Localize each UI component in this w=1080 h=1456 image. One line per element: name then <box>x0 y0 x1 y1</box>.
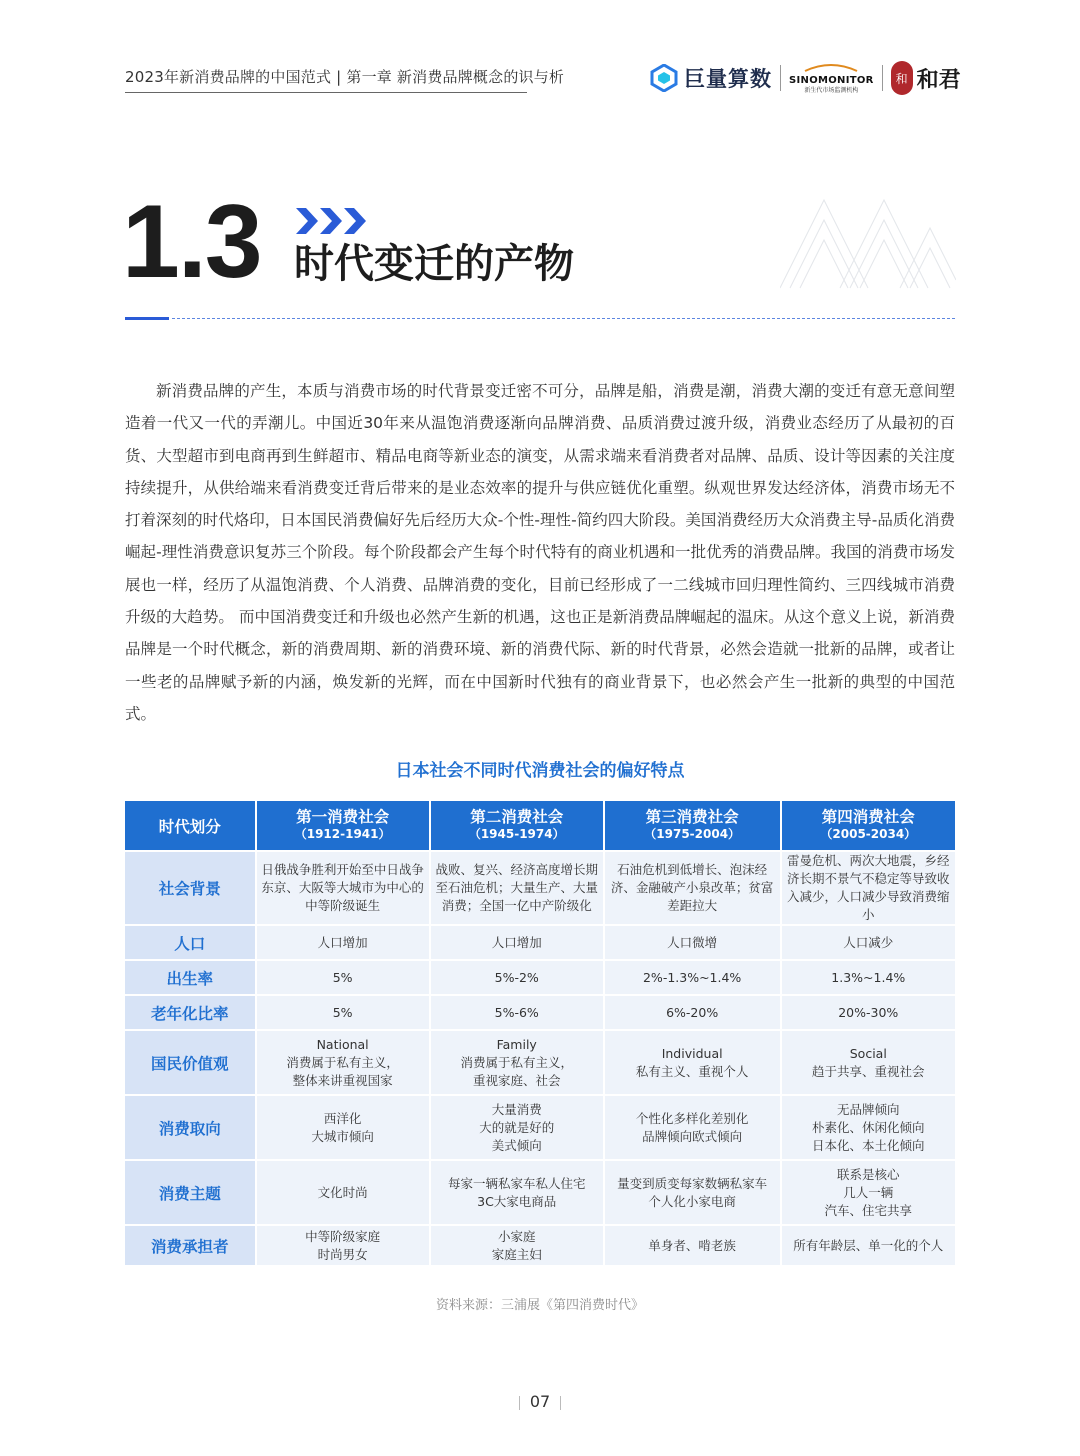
row-label: 社会背景 <box>125 852 255 924</box>
juliang-logo-text: 巨量算数 <box>684 67 772 91</box>
row-label: 消费取向 <box>125 1096 255 1159</box>
cell-line: Individual <box>661 1045 723 1061</box>
table-cell <box>782 1226 955 1265</box>
cell-line: 无品牌倾向 <box>837 1101 900 1117</box>
cell-line: 日本化、本土化倾向 <box>812 1137 925 1153</box>
cell-line: 文化时尚 <box>317 1184 368 1200</box>
cell-line: 美式倾向 <box>491 1137 542 1153</box>
cell-line: 西洋化 <box>323 1110 362 1126</box>
table-cell <box>605 1226 780 1265</box>
decorative-line-pattern-icon <box>780 198 956 290</box>
cell-line: 几人一辆 <box>843 1184 894 1200</box>
cell-line: 所有年龄层、单一化的个人 <box>793 1237 944 1253</box>
table-cell: 人口微增 <box>605 926 780 959</box>
table-cell: 2%-1.3%~1.4% <box>605 961 780 994</box>
cell-line: 私有主义、重视个人 <box>635 1063 749 1079</box>
cell-line: 每家一辆私家车私人住宅 <box>447 1175 586 1191</box>
cell-line: 大量消费 <box>491 1101 542 1117</box>
logo-divider <box>780 65 781 91</box>
table-header-row <box>125 801 955 850</box>
header-underline <box>125 92 527 93</box>
table-cell <box>257 1161 429 1224</box>
cell-line: 家庭主妇 <box>491 1246 542 1262</box>
cell-line: 趋于共享、重视社会 <box>812 1063 925 1079</box>
triple-chevron-icon <box>296 208 370 234</box>
column-name: 第四消费社会 <box>821 808 915 827</box>
page-number-value: 07 <box>529 1392 551 1411</box>
cell-line: National <box>316 1036 369 1052</box>
cell-line: 个性化多样化差别化 <box>635 1110 749 1126</box>
table-row <box>125 1226 955 1265</box>
table-cell <box>605 1031 780 1094</box>
column-name: 第一消费社会 <box>296 808 390 827</box>
table-cell: 石油危机到低增长、泡沫经济、金融破产小泉改革；贫富差距拉大 <box>605 852 780 924</box>
row-label: 人口 <box>125 926 255 959</box>
table-cell <box>782 1161 955 1224</box>
cell-line: 消费属于私有主义， <box>460 1054 573 1070</box>
table-cell: 人口增加 <box>431 926 603 959</box>
table-cell: 人口增加 <box>257 926 429 959</box>
sinomonitor-logo-text: SINOMONITOR <box>789 75 874 86</box>
table-corner-header: 时代划分 <box>125 801 255 850</box>
table-cell <box>257 1096 429 1159</box>
table-cell <box>782 1096 955 1159</box>
table-source-note: 资料来源：三浦展《第四消费时代》 <box>435 1298 644 1313</box>
section-title: 时代变迁的产物 <box>294 241 574 287</box>
row-label: 消费承担者 <box>125 1226 255 1265</box>
table-cell: 5%-2% <box>431 961 603 994</box>
hejun-seal-icon: 和 <box>891 61 913 95</box>
cell-line: 3C大家电商品 <box>477 1193 557 1209</box>
body-paragraph: 新消费品牌的产生，本质与消费市场的时代背景变迁密不可分，品牌是船，消费是潮，消费大潮的变迁有意无意间塑造着一代又一代的弄潮儿。中国近30年来从温饱消费逐渐向品牌消费、品质消费过渡升级，消费业态经历了从最初的百货、大型超市到电商再到生鲜超市、精品电商等新业态的演变，从需求端来看消费者对品牌、品质、设计等因素的关注度持续提升，从供给端来看消费变迁背后带来的是业态效率的提升与供应链优化重塑。纵观世界发达经济体，消费市场无不打着深刻的时代烙印，日本国民消费偏好先后经历大众-个性-理性-简约四大阶段。美国消费经历大众消费主导-品质化消费崛起-理性消费意识复苏三个阶段。每个阶段都会产生每个时代特有的商业机遇和一批优秀的消费品牌。我国的消费市场发展也一样，经历了从温饱消费、个人消费、品牌消费的变化，目前已经形成了一二线城市回归理性简约、三四线城市消费升级的大趋势。 而中国消费变迁和升级也必然产生新的机遇，这也正是新消费品牌崛起的温床。从这个意义上说，新消费品牌是一个时代概念，新的消费周期、新的消费环境、新的消费代际、新的时代背景，必然会造就一批新的品牌，或者让一些老的品牌赋予新的内涵，焕发新的光辉，而在中国新时代独有的商业背景下，也必然会产生一批新的典型的中国范式。 <box>125 382 955 723</box>
section-rule-dotted <box>172 318 955 319</box>
table-cell: 雷曼危机、两次大地震，乡经济长期不景气不稳定等导致收入减少，人口减少导致消费缩小 <box>782 852 955 924</box>
table-cell <box>257 1226 429 1265</box>
page-number-divider <box>519 1396 520 1410</box>
cell-line: Family <box>496 1036 537 1052</box>
table-cell <box>431 1161 603 1224</box>
sinomonitor-logo-subtext: 新生代市场监测机构 <box>804 87 859 94</box>
table-cell <box>782 1031 955 1094</box>
column-years: （1945-1974） <box>468 827 565 842</box>
page-number <box>0 1392 1080 1411</box>
column-header <box>431 801 603 850</box>
table-cell: 6%-20% <box>605 996 780 1029</box>
cell-line: 时尚男女 <box>317 1246 368 1262</box>
cell-line: 中等阶级家庭 <box>305 1228 381 1244</box>
hejun-logo-text: 和君 <box>916 66 961 93</box>
juliang-logo <box>650 63 772 93</box>
table-cell <box>257 1031 429 1094</box>
cell-line: 个人化小家电商 <box>648 1193 736 1209</box>
cell-line: 朴素化、休闲化倾向 <box>812 1119 925 1135</box>
table-row <box>125 1161 955 1224</box>
cell-line: 重视家庭、社会 <box>472 1072 561 1088</box>
table-cell <box>431 1031 603 1094</box>
table-cell <box>605 1096 780 1159</box>
table-cell: 5%-6% <box>431 996 603 1029</box>
cell-line: 品牌倾向欧式倾向 <box>642 1128 743 1144</box>
cell-line: 量变到质变每家数辆私家车 <box>617 1175 768 1191</box>
table-cell <box>431 1096 603 1159</box>
table-row <box>125 996 955 1029</box>
sinomonitor-logo <box>789 62 874 94</box>
sinomonitor-arc-icon <box>801 62 861 72</box>
table-cell: 日俄战争胜利开始至中日战争东京、大阪等大城市为中心的中等阶级诞生 <box>257 852 429 924</box>
cell-line: 消费属于私有主义， <box>286 1054 399 1070</box>
table-row <box>125 1096 955 1159</box>
partner-logos <box>650 58 961 98</box>
column-header <box>605 801 780 850</box>
column-years: （2005-2034） <box>820 827 917 842</box>
table-cell: 1.3%~1.4% <box>782 961 955 994</box>
column-header <box>257 801 429 850</box>
table-cell: 5% <box>257 961 429 994</box>
table-cell: 人口减少 <box>782 926 955 959</box>
cell-line: Social <box>849 1045 887 1061</box>
row-label: 国民价值观 <box>125 1031 255 1094</box>
table-title: 日本社会不同时代消费社会的偏好特点 <box>395 761 685 781</box>
cell-line: 大的就是好的 <box>479 1119 555 1135</box>
page-number-divider <box>560 1396 561 1410</box>
cell-line: 大城市倾向 <box>311 1128 374 1144</box>
cell-line: 小家庭 <box>497 1228 536 1244</box>
table-row <box>125 926 955 959</box>
table-cell: 战败、复兴、经济高度增长期至石油危机；大量生产、大量消费；全国一亿中产阶级化 <box>431 852 603 924</box>
section-number: 1.3 <box>122 184 261 300</box>
column-name: 第二消费社会 <box>470 808 564 827</box>
running-header-title: 2023年新消费品牌的中国范式 | 第一章 新消费品牌概念的识与析 <box>125 68 565 86</box>
cell-line: 单身者、啃老族 <box>648 1237 736 1253</box>
logo-divider <box>882 65 883 91</box>
table-row <box>125 852 955 924</box>
table-cell <box>605 1161 780 1224</box>
column-header <box>782 801 955 850</box>
cell-line: 联系是核心 <box>837 1166 900 1182</box>
row-label: 出生率 <box>125 961 255 994</box>
table-row <box>125 961 955 994</box>
consumption-society-table <box>123 799 957 1267</box>
table-cell: 5% <box>257 996 429 1029</box>
row-label: 老年化比率 <box>125 996 255 1029</box>
section-rule-accent <box>125 317 169 320</box>
column-years: （1912-1941） <box>294 827 391 842</box>
cell-line: 汽车、住宅共享 <box>824 1202 913 1218</box>
column-years: （1975-2004） <box>644 827 741 842</box>
table-cell <box>431 1226 603 1265</box>
row-label: 消费主题 <box>125 1161 255 1224</box>
column-name: 第三消费社会 <box>645 808 739 827</box>
table-row <box>125 1031 955 1094</box>
cell-line: 整体来讲重视国家 <box>292 1072 393 1088</box>
table-cell: 20%-30% <box>782 996 955 1029</box>
hejun-logo <box>891 61 961 95</box>
juliang-mark-icon <box>650 64 678 92</box>
